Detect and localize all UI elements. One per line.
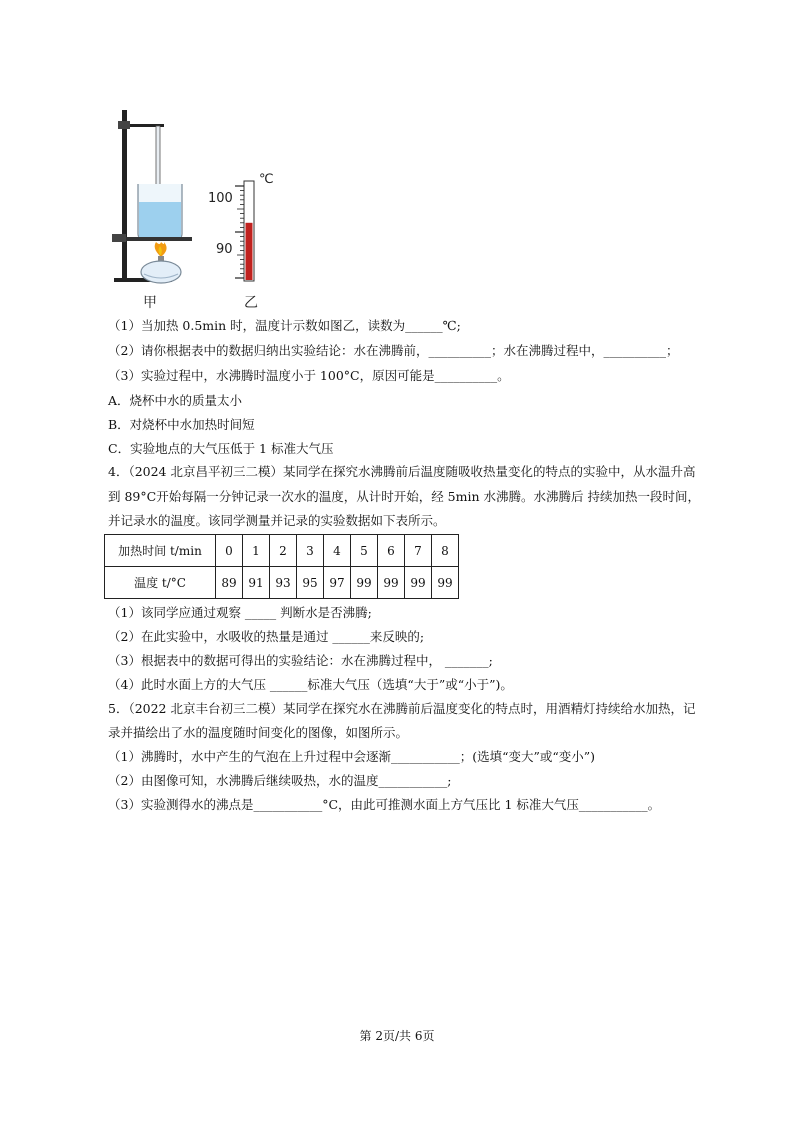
figure-label-yi: 乙 <box>244 295 258 311</box>
table-header-time: 加热时间 t/min <box>105 535 216 567</box>
page-footer: 第 2页/共 6页 <box>359 1029 435 1043</box>
table-row-temp <box>105 567 459 599</box>
table-cell-temp: 99 <box>351 567 378 599</box>
q4-stem-line3: 并记录水的温度。该同学测量并记录的实验数据如下表所示。 <box>108 513 446 528</box>
table-cell-temp: 99 <box>378 567 405 599</box>
figure-label-jia: 甲 <box>143 295 157 311</box>
q4-sub3: （3）根据表中的数据可得出的实验结论：水在沸腾过程中， _______; <box>108 653 493 668</box>
thermometer-tick-100-label: 100 <box>208 191 233 206</box>
table-cell-temp: 99 <box>432 567 459 599</box>
thermometer-tick-90-label: 90 <box>216 242 233 257</box>
beaker-water <box>139 202 181 237</box>
q4-stem-line2: 到 89°C开始每隔一分钟记录一次水的温度，从计时开始，经 5min 水沸腾。水沸腾后 持续加热一段时间， <box>108 489 700 504</box>
experiment-figure <box>108 106 288 314</box>
table-cell-time: 5 <box>351 535 378 567</box>
thermometer-ticks <box>235 186 244 278</box>
q3-sub2: （2）请你根据表中的数据归纳出实验结论：水在沸腾前，__________；水在沸腾过程中，__________； <box>108 343 679 358</box>
experiment-figure-drawing <box>108 106 288 296</box>
table-cell-time: 7 <box>405 535 432 567</box>
table-cell-temp: 91 <box>243 567 270 599</box>
q4-sub4: （4）此时水面上方的大气压 ______标准大气压（选填“大于”或“小于”)。 <box>108 677 513 692</box>
q3-sub1: （1）当加热 0.5min 时，温度计示数如图乙，读数为______℃; <box>108 318 461 333</box>
q4-sub2: （2）在此实验中，水吸收的热量是通过 ______来反映的; <box>108 629 425 644</box>
table-header-temp: 温度 t/°C <box>105 567 216 599</box>
stand-rod <box>122 110 127 280</box>
q5-stem-line1: 5．（2022 北京丰台初三二模）某同学在探究水在沸腾前后温度变化的特点时，用酒精灯持续给水加热，记 <box>108 701 696 716</box>
q3-sub3: （3）实验过程中，水沸腾时温度小于 100°C，原因可能是__________。 <box>108 368 510 383</box>
table-cell-temp: 93 <box>270 567 297 599</box>
table-row-time <box>105 535 459 567</box>
table-cell-time: 8 <box>432 535 459 567</box>
thermometer-unit-label: ℃ <box>259 172 274 187</box>
q4-stem-line1: 4．（2024 北京昌平初三二模）某同学在探究水沸腾前后温度随吸收热量变化的特点的实验中，从水温升高 <box>108 464 696 479</box>
wire-gauze <box>126 237 192 241</box>
table-cell-time: 4 <box>324 535 351 567</box>
table-cell-time: 2 <box>270 535 297 567</box>
q5-sub3: （3）实验测得水的沸点是___________°C，由此可推测水面上方气压比 1 标准大气压___________。 <box>108 797 661 812</box>
clamp-knob <box>118 121 130 129</box>
table-cell-temp: 95 <box>297 567 324 599</box>
table-cell-temp: 89 <box>216 567 243 599</box>
ring-clamp <box>112 234 126 242</box>
thermometer-liquid <box>246 223 253 280</box>
q5-sub2: （2）由图像可知，水沸腾后继续吸热，水的温度___________; <box>108 773 452 788</box>
q3-option-c: C．实验地点的大气压低于 1 标准大气压 <box>108 441 334 456</box>
q4-sub1: （1）该同学应通过观察 _____ 判断水是否沸腾; <box>108 605 372 620</box>
q5-sub1: （1）沸腾时，水中产生的气泡在上升过程中会逐渐___________；(选填“变大”或“变小”) <box>108 749 596 764</box>
q5-stem-line2: 录并描绘出了水的温度随时间变化的图像，如图所示。 <box>108 725 409 740</box>
q3-option-b: B．对烧杯中水加热时间短 <box>108 417 255 432</box>
table-cell-time: 3 <box>297 535 324 567</box>
table-cell-time: 1 <box>243 535 270 567</box>
table-cell-temp: 99 <box>405 567 432 599</box>
table-cell-time: 6 <box>378 535 405 567</box>
q3-option-a: A．烧杯中水的质量太小 <box>108 393 243 408</box>
q4-data-table <box>104 534 459 599</box>
alcohol-lamp <box>141 261 181 283</box>
thermometer-yi <box>235 181 254 281</box>
table-cell-time: 0 <box>216 535 243 567</box>
table-cell-temp: 97 <box>324 567 351 599</box>
